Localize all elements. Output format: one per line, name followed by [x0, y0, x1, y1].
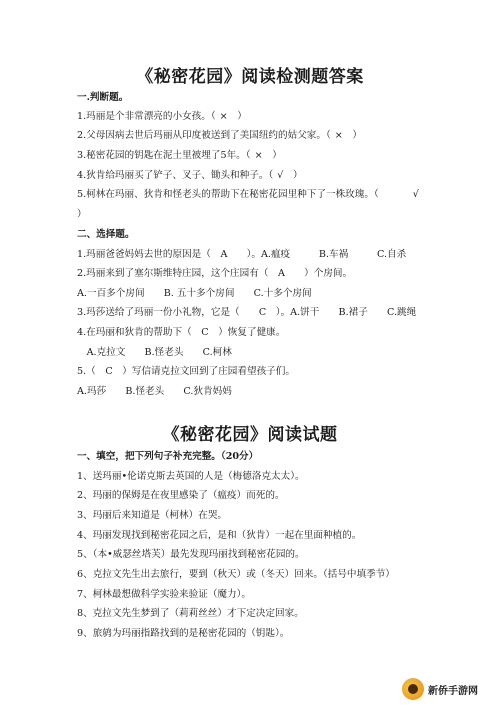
choice-options: A.玛莎 B.怪老头 C.狄肯妈妈	[77, 386, 232, 397]
choice-item: 2.玛丽来到了塞尔斯维特庄园，这个庄园有（ A ）个房间。	[77, 268, 353, 279]
fill-item: 5、（本•威瑟丝塔芙）最先发现玛丽找到秘密花园的。	[77, 549, 305, 560]
fill-item: 6、克拉文先生出去旅行，要到（秋天）或（冬天）回来。（括号中填季节）	[77, 569, 395, 580]
judge-item: 4.狄肯给玛丽买了铲子、叉子、锄头和种子。（ √ ）	[77, 170, 303, 181]
fill-item: 1、送玛丽•伦诺克斯去英国的人是（梅德洛克太太）。	[77, 471, 305, 482]
choice-heading: 二、选择题。	[77, 229, 135, 240]
choice-item: 4.在玛丽和狄肯的帮助下（ C ）恢复了健康。	[77, 327, 286, 338]
fill-item: 2、玛丽的保姆是在夜里感染了（瘟疫）而死的。	[77, 490, 285, 501]
answer-title: 《秘密花园》阅读检测题答案	[136, 67, 364, 87]
fill-item: 9、旅鸫为玛丽指路找到的是秘密花园的（钥匙）。	[77, 628, 290, 639]
judge-item: 5.柯林在玛丽、狄肯和怪老头的帮助下在秘密花园里种下了一株玫瑰。（ √	[77, 189, 419, 200]
fill-item: 4、玛丽发现找到秘密花园之后，是和（狄肯）一起在里面种植的。	[77, 530, 362, 541]
judge-item: 2.父母因病去世后玛丽从印度被送到了美国纽约的姑父家。（ × ）	[77, 130, 363, 141]
fill-heading: 一、填空，把下列句子补充完整。（20分）	[77, 451, 259, 462]
fill-item: 3、玛丽后来知道是（柯林）在哭。	[77, 510, 228, 521]
test-title: 《秘密花园》阅读试题	[162, 425, 338, 445]
logo-icon	[402, 678, 424, 700]
logo-text: 新侨手游网	[428, 685, 478, 697]
choice-item: 5.（ C ）写信请克拉文回到了庄园看望孩子们。	[77, 366, 295, 377]
judge-item: 1.玛丽是个非常漂亮的小女孩。（ × ）	[77, 111, 247, 122]
site-logo[interactable]	[402, 677, 492, 701]
choice-options: A.克拉文 B.怪老头 C.柯林	[77, 347, 232, 358]
judge-heading: 一.判断题。	[77, 92, 129, 103]
fill-item: 8、克拉文先生梦到了（莉莉丝丝）才下定决定回家。	[77, 608, 304, 619]
choice-item: 1.玛丽爸爸妈妈去世的原因是（ A ）。A.瘟疫 B.车祸 C.自杀	[77, 249, 407, 260]
choice-options: A.一百多个房间 B. 五十多个房间 C.十多个房间	[77, 288, 312, 299]
fill-item: 7、柯林最想做科学实验来验证（魔力）。	[77, 589, 251, 600]
judge-item: 3.秘密花园的钥匙在泥土里被埋了5年。（ × ）	[77, 150, 282, 161]
judge-item-cont: ）	[77, 209, 87, 220]
choice-item: 3.玛莎送给了玛丽一份小礼物，它是（ C ）。A.饼干 B.裙子 C.跳绳	[77, 307, 417, 318]
